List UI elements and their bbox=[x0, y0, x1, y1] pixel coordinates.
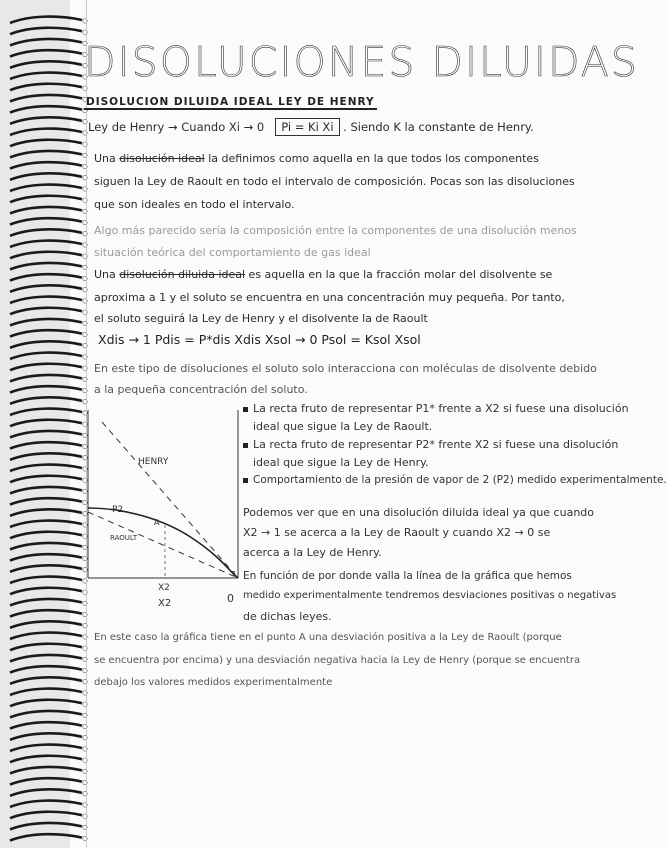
raoult-label: RAOULT bbox=[110, 534, 138, 542]
point-a-label: A bbox=[154, 518, 160, 527]
henry-law-intro: Ley de Henry → Cuando Xi → 0 bbox=[88, 120, 265, 134]
spiral-binding bbox=[0, 0, 95, 848]
bullet-raoult-cont: ideal que sigue la Ley de Raoult. bbox=[253, 420, 433, 433]
henry-law-line bbox=[88, 120, 534, 134]
dilute-solution-formulas: Xdis → 1 Pdis = P*dis Xdis Xsol → 0 Psol = Ksol Xsol bbox=[98, 332, 421, 347]
side-text-1: Podemos ver que en una disolución diluida ideal ya que cuando bbox=[243, 506, 595, 519]
conclusion-line-1: En este caso la gráfica tiene en el punto A una desviación positiva a la Ley de Raoult (porque bbox=[94, 632, 562, 643]
bullet-icon bbox=[243, 443, 248, 448]
conclusion-line-3: debajo los valores medidos experimentalmente bbox=[94, 677, 333, 688]
paragraph-4-line-2: a la pequeña concentración del soluto. bbox=[94, 383, 308, 396]
paragraph-4-line-1: En este tipo de disoluciones el soluto solo interacciona con moléculas de disolvente debido bbox=[94, 362, 597, 375]
bullet-experimental bbox=[243, 474, 667, 486]
p2-label: P2 bbox=[112, 505, 124, 515]
bullet-text-2: La recta fruto de representar P2* frente X2 si fuese una disolución bbox=[253, 438, 619, 451]
bullet-text-1: La recta fruto de representar P1* frente a X2 si fuese una disolución bbox=[253, 402, 629, 415]
paragraph-1-line-2: siguen la Ley de Raoult en todo el intervalo de composición. Pocas son las disoluciones bbox=[94, 175, 575, 188]
bullet-icon bbox=[243, 478, 248, 483]
p3-text: es aquella en la que la fracción molar del disolvente se bbox=[248, 268, 553, 281]
x-axis-label: X2 bbox=[158, 598, 172, 609]
raoult-line bbox=[88, 512, 238, 578]
paragraph-3-line-2: aproxima a 1 y el soluto se encuentra en una concentración muy pequeña. Por tanto, bbox=[94, 291, 565, 304]
p3-word-una: Una bbox=[94, 268, 116, 281]
paragraph-3-line-3: el soluto seguirá la Ley de Henry y el disolvente la de Raoult bbox=[94, 312, 428, 325]
henry-law-formula: Pi = Ki Xi bbox=[275, 118, 339, 136]
p2-curve bbox=[88, 508, 238, 578]
page-title: DISOLUCIONES DILUIDAS bbox=[84, 38, 639, 86]
struck-term-2: disolución diluida ideal bbox=[119, 268, 246, 281]
section-heading: DISOLUCION DILUIDA IDEAL LEY DE HENRY bbox=[86, 96, 375, 108]
paragraph-1-line-3: que son ideales en todo el intervalo. bbox=[94, 198, 295, 211]
bullet-text-3: Comportamiento de la presión de vapor de 2 (P2) medido experimentalmente. bbox=[253, 474, 667, 486]
p1-text: la definimos como aquella en la que todos los componentes bbox=[208, 152, 539, 165]
struck-term: disolución ideal bbox=[119, 152, 205, 165]
side-text-6: de dichas leyes. bbox=[243, 610, 332, 623]
side-text-3: acerca a la Ley de Henry. bbox=[243, 546, 382, 559]
henry-line bbox=[102, 422, 238, 578]
conclusion-line-2: se encuentra por encima) y una desviación negativa hacia la Ley de Henry (porque se encuentra bbox=[94, 655, 581, 666]
origin-zero-label: 0 bbox=[227, 592, 234, 605]
paragraph-1-line-1 bbox=[94, 152, 539, 165]
vapor-pressure-graph bbox=[82, 400, 252, 615]
one-label: 1 bbox=[232, 570, 237, 578]
bullet-icon bbox=[243, 407, 248, 412]
bullet-henry bbox=[243, 438, 618, 451]
paragraph-2-line-2: situación teórica del comportamiento de gas ideal bbox=[94, 246, 371, 259]
paragraph-2-line-1: Algo más parecido sería la composición entre la componentes de una disolución menos bbox=[94, 224, 577, 237]
bullet-raoult bbox=[243, 402, 629, 415]
paragraph-3-line-1 bbox=[94, 268, 552, 281]
henry-law-constant: . Siendo K la constante de Henry. bbox=[343, 120, 534, 134]
side-text-2: X2 → 1 se acerca a la Ley de Raoult y cuando X2 → 0 se bbox=[243, 526, 551, 539]
bullet-henry-cont: ideal que sigue la Ley de Henry. bbox=[253, 456, 429, 469]
henry-label: HENRY bbox=[138, 457, 169, 467]
x2-tick-label: X2 bbox=[158, 583, 170, 593]
p1-word-una: Una bbox=[94, 152, 116, 165]
side-text-5: medido experimentalmente tendremos desviaciones positivas o negativas bbox=[243, 590, 617, 601]
side-text-4: En función de por donde valla la línea de la gráfica que hemos bbox=[243, 570, 572, 582]
